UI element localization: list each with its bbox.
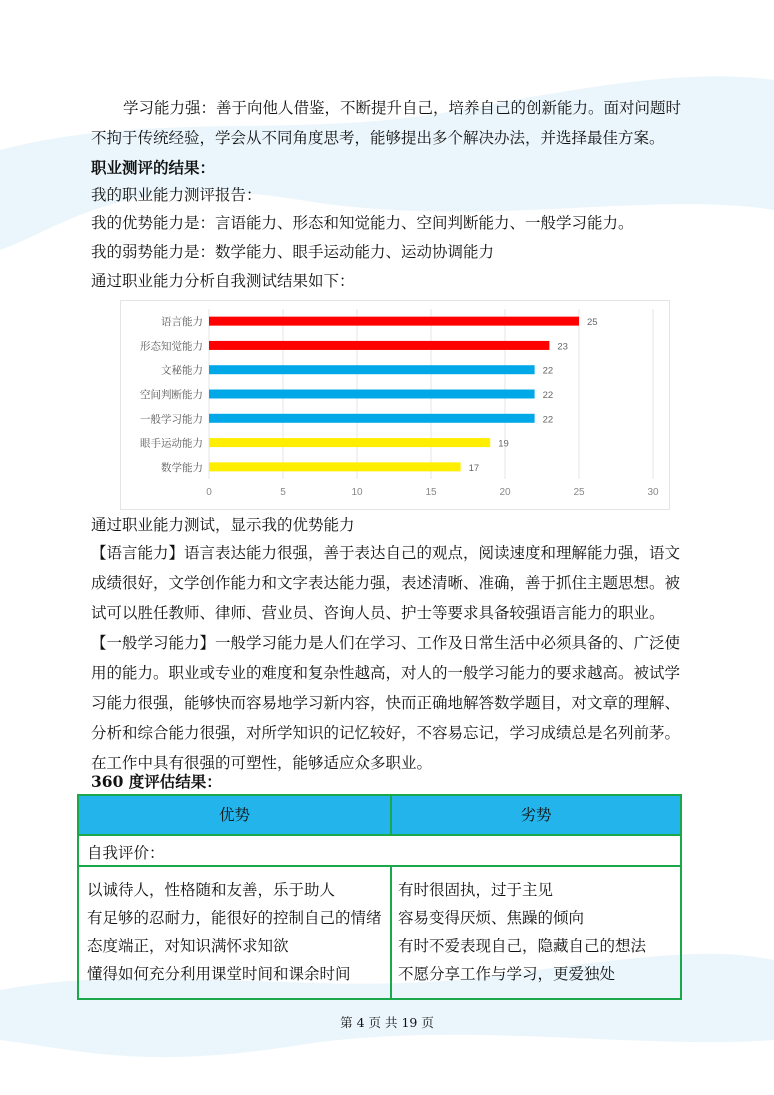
- page-footer: 第 4 页 共 19 页: [340, 1015, 434, 1030]
- evaluation-table: [77, 794, 682, 1000]
- chart-svg: [121, 301, 669, 509]
- chart-category-label: 文秘能力: [161, 364, 203, 377]
- strengths-column: [87, 876, 387, 988]
- learning-paragraph-line: 【一般学习能力】一般学习能力是人们在学习、工作及日常生活中必须具备的、广泛使: [91, 634, 681, 652]
- weakness-item: 不愿分享工作与学习，更爱独处: [398, 965, 616, 983]
- chart-value-label: 19: [498, 438, 509, 450]
- language-paragraph-line: 【语言能力】语言表达能力很强，善于表达自己的观点，阅读速度和理解能力强，语文: [91, 544, 681, 562]
- test-shows-line: 通过职业能力测试，显示我的优势能力: [91, 516, 355, 534]
- chart-x-tick-label: 5: [280, 487, 286, 498]
- chart-x-tick-label: 10: [351, 487, 363, 498]
- learning-paragraph-line: 习能力很强，能够快而容易地学习新内容，快而正确地解答数学题目，对文章的理解、: [91, 694, 681, 712]
- chart-category-label: 形态知觉能力: [140, 340, 203, 353]
- strength-item: 懂得如何充分利用课堂时间和课余时间: [87, 965, 351, 983]
- chart-category-label: 眼手运动能力: [140, 437, 203, 450]
- chart-x-tick-label: 20: [499, 487, 511, 498]
- weakness-item: 容易变得厌烦、焦躁的倾向: [398, 909, 585, 927]
- strength-item: 态度端正，对知识满怀求知欲: [87, 937, 289, 955]
- chart-bar: [209, 462, 461, 471]
- learning-paragraph-line: 在工作中具有很强的可塑性，能够适应众多职业。: [91, 754, 433, 772]
- chart-category-label: 数学能力: [161, 461, 203, 474]
- language-paragraph-line: 试可以胜任教师、律师、营业员、咨询人员、护士等要求具备较强语言能力的职业。: [91, 604, 665, 622]
- heading-360: 360 度评估结果：: [91, 772, 222, 791]
- chart-value-label: 17: [468, 462, 480, 474]
- chart-x-tick-label: 30: [647, 487, 659, 498]
- chart-category-label: 语言能力: [161, 316, 203, 329]
- weakness-item: 有时不爱表现自己，隐藏自己的想法: [398, 937, 647, 955]
- table-divider: [390, 867, 392, 998]
- language-paragraph-line: 成绩很好，文学创作能力和文字表达能力强，表述清晰、准确，善于抓住主题思想。被: [91, 574, 681, 592]
- chart-value-label: 22: [542, 365, 554, 377]
- chart-value-label: 23: [557, 341, 568, 353]
- chart-x-tick-label: 0: [206, 487, 212, 498]
- chart-category-label: 一般学习能力: [140, 413, 203, 426]
- learning-paragraph-line: 分析和综合能力很强，对所学知识的记忆较好，不容易忘记，学习成绩总是名列前茅。: [91, 724, 681, 742]
- chart-bar: [209, 390, 535, 399]
- header-strengths: 优势: [218, 806, 250, 824]
- table-header-row: [79, 796, 680, 836]
- weaknesses-line: 我的弱势能力是：数学能力、眼手运动能力、运动协调能力: [91, 243, 495, 261]
- self-evaluation-label: 自我评价：: [87, 844, 165, 862]
- chart-value-label: 25: [587, 317, 598, 329]
- paragraph-learning-line: 学习能力强：善于向他人借鉴，不断提升自己，培养自己的创新能力。面对问题时: [123, 99, 682, 117]
- paragraph-learning-line: 不拘于传统经验，学会从不同角度思考，能够提出多个解决办法，并选择最佳方案。: [91, 129, 665, 147]
- weakness-item: 有时很固执，过于主见: [398, 881, 554, 899]
- strengths-line: 我的优势能力是：言语能力、形态和知觉能力、空间判断能力、一般学习能力。: [91, 214, 634, 232]
- header-weaknesses: 劣势: [520, 806, 552, 824]
- chart-x-tick-label: 25: [573, 487, 585, 498]
- strength-item: 有足够的忍耐力，能很好的控制自己的情绪: [87, 909, 382, 927]
- chart-bar: [209, 365, 535, 374]
- self-evaluation-row: [79, 836, 680, 867]
- weaknesses-column: [398, 876, 698, 988]
- chart-bar: [209, 438, 490, 447]
- strength-item: 以诚待人，性格随和友善，乐于助人: [87, 881, 336, 899]
- chart-bar: [209, 317, 579, 326]
- chart-value-label: 22: [542, 390, 554, 401]
- table-divider: [390, 796, 392, 834]
- chart-x-tick-label: 15: [425, 487, 437, 498]
- ability-bar-chart: [120, 300, 670, 510]
- learning-paragraph-line: 用的能力。职业或专业的难度和复杂性越高，对人的一般学习能力的要求越高。被试学: [91, 664, 681, 682]
- report-title: 我的职业能力测评报告：: [91, 186, 262, 204]
- chart-value-label: 22: [542, 414, 554, 426]
- chart-category-label: 空间判断能力: [140, 389, 203, 401]
- analysis-intro: 通过职业能力分析自我测试结果如下：: [91, 272, 355, 290]
- chart-bar: [209, 341, 549, 350]
- heading-results: 职业测评的结果：: [91, 158, 216, 177]
- chart-bar: [209, 414, 535, 423]
